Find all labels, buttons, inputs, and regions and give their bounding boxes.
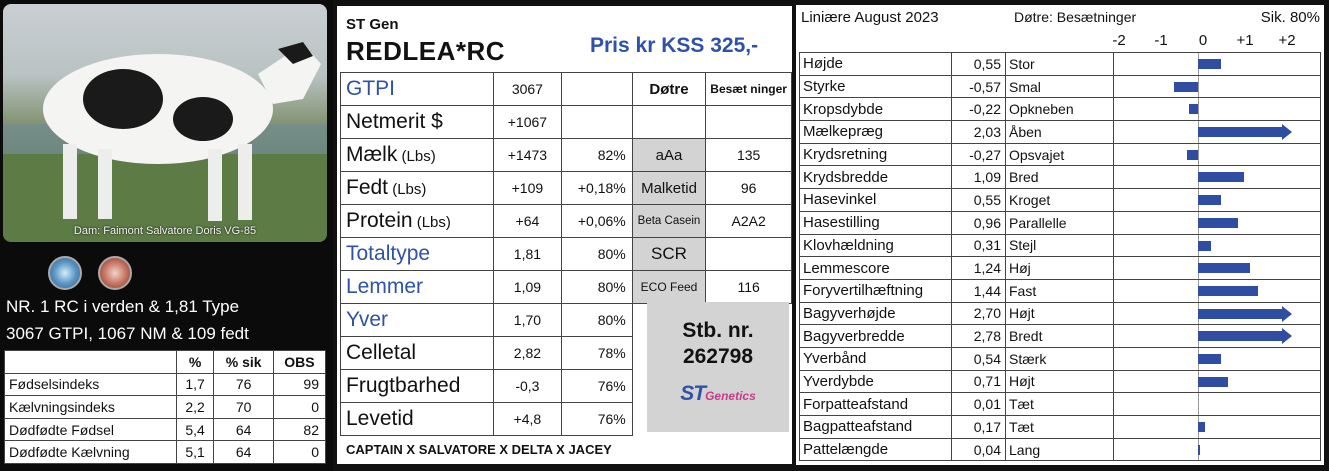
trait-bar-cell (1114, 211, 1321, 234)
award-badge-icon (98, 256, 132, 290)
row-label: Fødselsindeks (5, 373, 177, 396)
trait-pct: 82% (561, 139, 632, 172)
trait-name: Styrke (800, 75, 952, 98)
daughter-trait: Døtre (632, 73, 706, 106)
table-row (341, 106, 792, 139)
trait-value: 0,55 (952, 53, 1006, 76)
table-row (800, 325, 1321, 348)
trait-description: Højt (1006, 302, 1114, 325)
trait-name: GTPI (346, 77, 396, 100)
obs-value: 0 (273, 441, 325, 464)
trait-name: Totaltype (346, 242, 431, 265)
trait-description: Stærk (1006, 347, 1114, 370)
trait-name: Forpatteafstand (800, 393, 952, 416)
table-row (800, 211, 1321, 234)
dam-photo (3, 4, 327, 242)
trait-value: 0,55 (952, 189, 1006, 212)
table-row (800, 438, 1321, 461)
headline-indexes: 3067 GTPI, 1067 NM & 109 fedt (6, 324, 249, 343)
trait-value: +1067 (494, 106, 561, 139)
daughters-label: Døtre: Besætninger (1014, 9, 1137, 25)
trait-value: +4,8 (494, 403, 561, 436)
trait-label (341, 403, 494, 436)
dam-caption: Dam: Faimont Salvatore Doris VG-85 (73, 225, 257, 237)
trait-bar (1174, 82, 1198, 92)
bull-name: REDLEA*RC (346, 36, 506, 66)
trait-name: Yverdybde (800, 370, 952, 393)
trait-bar (1198, 241, 1211, 251)
trait-name: Levetid (346, 407, 414, 430)
axis-tick-label: 0 (1198, 32, 1208, 49)
linear-traits-table (799, 52, 1321, 461)
trait-name: Krydsretning (800, 143, 952, 166)
daughter-trait: Beta Casein (632, 205, 706, 238)
trait-pct (561, 73, 632, 106)
zero-axis (1198, 144, 1199, 166)
daughter-trait-value (706, 238, 792, 271)
left-panel (0, 0, 333, 471)
stb-number: 262798 (682, 345, 754, 368)
trait-bar-cell (1114, 166, 1321, 189)
table-row (341, 238, 792, 271)
trait-name: Fedt (346, 176, 389, 199)
axis-tick-label: -2 (1112, 32, 1126, 49)
trait-value: 1,09 (494, 271, 561, 304)
trait-bar-cell (1114, 416, 1321, 439)
table-header-row (5, 351, 326, 374)
st-genetics-logo (647, 382, 789, 406)
trait-label (341, 172, 494, 205)
daughter-trait-value (706, 106, 792, 139)
daughter-trait: SCR (632, 238, 706, 271)
trait-bar (1198, 263, 1250, 273)
trait-bar-cell (1114, 121, 1321, 144)
table-row (800, 257, 1321, 280)
trait-value: +1473 (494, 139, 561, 172)
row-label: Kælvningsindeks (5, 396, 177, 419)
table-row (800, 279, 1321, 302)
trait-pct: 80% (561, 304, 632, 337)
trait-label (341, 73, 494, 106)
gen-label: ST Gen (346, 16, 399, 33)
trait-name: Højde (800, 53, 952, 76)
table-row (800, 121, 1321, 144)
trait-bar (1198, 309, 1282, 319)
pct-value: 2,2 (176, 396, 214, 419)
trait-name: Bagyverbredde (800, 325, 952, 348)
trait-name: Mælkepræg (800, 121, 952, 144)
obs-value: 99 (273, 373, 325, 396)
daughter-trait-value: Besæt ninger (706, 73, 792, 106)
price-label: Pris kr KSS 325,- (590, 34, 759, 57)
table-row (800, 143, 1321, 166)
stb-number-box (647, 302, 789, 432)
table-row (800, 347, 1321, 370)
table-row (5, 396, 326, 419)
trait-bar (1198, 445, 1200, 455)
trait-label (341, 139, 494, 172)
table-row (341, 139, 792, 172)
trait-value: -0,57 (952, 75, 1006, 98)
overflow-arrow-icon (1282, 328, 1292, 344)
table-row (800, 416, 1321, 439)
trait-bar (1198, 172, 1244, 182)
daughter-trait: Malketid (632, 172, 706, 205)
trait-value: -0,27 (952, 143, 1006, 166)
overflow-arrow-icon (1282, 124, 1292, 140)
table-row (800, 234, 1321, 257)
trait-name: Pattelængde (800, 438, 952, 461)
trait-bar-cell (1114, 370, 1321, 393)
axis-tick-label: +1 (1236, 32, 1254, 49)
trait-name: Bagpatteafstand (800, 416, 952, 439)
trait-name: Hasevinkel (800, 189, 952, 212)
trait-description: Fast (1006, 279, 1114, 302)
trait-description: Opkneben (1006, 98, 1114, 121)
trait-pct: 76% (561, 370, 632, 403)
trait-description: Stor (1006, 53, 1114, 76)
trait-value: +109 (494, 172, 561, 205)
axis-tick-label: -1 (1154, 32, 1168, 49)
trait-description: Åben (1006, 121, 1114, 144)
trait-description: Parallelle (1006, 211, 1114, 234)
sik-value: 76 (214, 373, 273, 396)
daughter-trait: ECO Feed (632, 271, 706, 304)
trait-label (341, 205, 494, 238)
trait-name: Mælk (346, 143, 398, 166)
trait-name: Lemmer (346, 275, 424, 298)
stb-label: Stb. nr. (682, 319, 754, 342)
trait-pct: 80% (561, 271, 632, 304)
table-row (341, 271, 792, 304)
column-header: OBS (273, 351, 325, 374)
trait-name: Protein (346, 209, 413, 232)
trait-value: 2,82 (494, 337, 561, 370)
daughter-trait-value: 96 (706, 172, 792, 205)
trait-description: Opsvajet (1006, 143, 1114, 166)
logo-main: ST (680, 382, 706, 405)
trait-value: 1,09 (952, 166, 1006, 189)
trait-bar-cell (1114, 325, 1321, 348)
table-row (800, 166, 1321, 189)
trait-value: +64 (494, 205, 561, 238)
trait-pct: 80% (561, 238, 632, 271)
trait-bar-cell (1114, 438, 1321, 461)
trait-value: 0,71 (952, 370, 1006, 393)
trait-label (341, 304, 494, 337)
table-row (5, 441, 326, 464)
trait-description: Tæt (1006, 393, 1114, 416)
trait-label (341, 337, 494, 370)
trait-value: 0,17 (952, 416, 1006, 439)
trait-name: Klovhældning (800, 234, 952, 257)
column-header: % sik (214, 351, 273, 374)
row-label: Dødfødte Kælvning (5, 441, 177, 464)
trait-bar-cell (1114, 234, 1321, 257)
sik-value: 64 (214, 418, 273, 441)
trait-pct: 76% (561, 403, 632, 436)
trait-name: Celletal (346, 341, 417, 364)
table-row (800, 302, 1321, 325)
trait-bar (1198, 286, 1258, 296)
trait-pct: 78% (561, 337, 632, 370)
pedigree-line: CAPTAIN X SALVATORE X DELTA X JACEY (346, 442, 612, 457)
trait-bar-cell (1114, 257, 1321, 280)
trait-label (341, 271, 494, 304)
trait-name: Yverbånd (800, 347, 952, 370)
zero-axis (1198, 76, 1199, 98)
trait-unit: (Lbs) (397, 148, 436, 165)
trait-bar (1198, 127, 1282, 137)
trait-bar (1198, 195, 1221, 205)
trait-bar-cell (1114, 347, 1321, 370)
trait-bar-cell (1114, 393, 1321, 416)
trait-pct: +0,06% (561, 205, 632, 238)
zero-axis (1198, 98, 1199, 120)
trait-name: Krydsbredde (800, 166, 952, 189)
linear-traits-panel (796, 5, 1324, 465)
trait-name: Hasestilling (800, 211, 952, 234)
trait-name: Foryvertilhæftning (800, 279, 952, 302)
overflow-arrow-icon (1282, 306, 1292, 322)
reliability-label: Sik. 80% (1260, 9, 1320, 26)
trait-description: Bredt (1006, 325, 1114, 348)
trait-bar-cell (1114, 302, 1321, 325)
cow-illustration (3, 4, 327, 242)
table-row (341, 73, 792, 106)
trait-description: Kroget (1006, 189, 1114, 212)
trait-bar-cell (1114, 75, 1321, 98)
table-row (800, 189, 1321, 212)
trait-bar (1198, 377, 1228, 387)
trait-pct: +0,18% (561, 172, 632, 205)
trait-name: Netmerit $ (346, 110, 443, 133)
trait-description: Lang (1006, 438, 1114, 461)
trait-value: 0,31 (952, 234, 1006, 257)
linear-title: Liniære August 2023 (801, 9, 939, 26)
trait-bar-cell (1114, 279, 1321, 302)
health-index-table (4, 350, 326, 464)
trait-bar (1198, 354, 1221, 364)
trait-description: Højt (1006, 370, 1114, 393)
trait-unit: (Lbs) (388, 181, 427, 198)
trait-value: 3067 (494, 73, 561, 106)
table-row (800, 98, 1321, 121)
trait-value: -0,3 (494, 370, 561, 403)
logo-sub: Genetics (705, 389, 756, 403)
trait-value: 0,04 (952, 438, 1006, 461)
trait-label (341, 106, 494, 139)
table-row (5, 418, 326, 441)
daughter-trait-value: A2A2 (706, 205, 792, 238)
trait-value: 0,96 (952, 211, 1006, 234)
trait-bar (1198, 422, 1205, 432)
column-header (5, 351, 177, 374)
pct-value: 5,1 (176, 441, 214, 464)
pct-value: 1,7 (176, 373, 214, 396)
trait-name: Kropsdybde (800, 98, 952, 121)
trait-value: 2,78 (952, 325, 1006, 348)
trait-name: Bagyverhøjde (800, 302, 952, 325)
trait-bar (1189, 104, 1198, 114)
trait-description: Bred (1006, 166, 1114, 189)
trait-description: Stejl (1006, 234, 1114, 257)
table-row (800, 75, 1321, 98)
headline-ranking: NR. 1 RC i verden & 1,81 Type (6, 297, 240, 316)
column-header: % (176, 351, 214, 374)
trait-description: Smal (1006, 75, 1114, 98)
table-row (800, 53, 1321, 76)
trait-bar-cell (1114, 53, 1321, 76)
trait-value: 2,70 (952, 302, 1006, 325)
pct-value: 5,4 (176, 418, 214, 441)
axis-tick-label: +2 (1278, 32, 1296, 49)
trait-bar-cell (1114, 189, 1321, 212)
trait-value: 1,70 (494, 304, 561, 337)
trait-value: 0,54 (952, 347, 1006, 370)
trait-description: Høj (1006, 257, 1114, 280)
trait-label (341, 370, 494, 403)
table-row (341, 205, 792, 238)
trait-bar-cell (1114, 98, 1321, 121)
sik-value: 64 (214, 441, 273, 464)
table-row (5, 373, 326, 396)
daughter-trait (632, 106, 706, 139)
table-row (341, 172, 792, 205)
trait-value: 1,81 (494, 238, 561, 271)
row-label: Dødfødte Fødsel (5, 418, 177, 441)
trait-value: 1,44 (952, 279, 1006, 302)
trait-value: 0,01 (952, 393, 1006, 416)
trait-bar (1198, 59, 1221, 69)
trait-label (341, 238, 494, 271)
trait-value: 2,03 (952, 121, 1006, 144)
obs-value: 0 (273, 396, 325, 419)
daughter-trait-value: 135 (706, 139, 792, 172)
trait-pct (561, 106, 632, 139)
trait-value: -0,22 (952, 98, 1006, 121)
trait-bar (1198, 331, 1282, 341)
table-row (800, 393, 1321, 416)
obs-value: 82 (273, 418, 325, 441)
award-badge-icon (48, 256, 82, 290)
trait-name: Yver (346, 308, 389, 331)
trait-name: Frugtbarhed (346, 374, 461, 397)
trait-bar-cell (1114, 143, 1321, 166)
trait-bar (1198, 218, 1238, 228)
trait-description: Tæt (1006, 416, 1114, 439)
sik-value: 70 (214, 396, 273, 419)
trait-unit: (Lbs) (412, 214, 451, 231)
daughter-trait: aAa (632, 139, 706, 172)
trait-name: Lemmescore (800, 257, 952, 280)
table-row (800, 370, 1321, 393)
trait-value: 1,24 (952, 257, 1006, 280)
daughter-trait-value: 116 (706, 271, 792, 304)
zero-axis (1198, 393, 1199, 415)
bull-summary-panel (337, 6, 792, 464)
trait-bar (1187, 150, 1198, 160)
